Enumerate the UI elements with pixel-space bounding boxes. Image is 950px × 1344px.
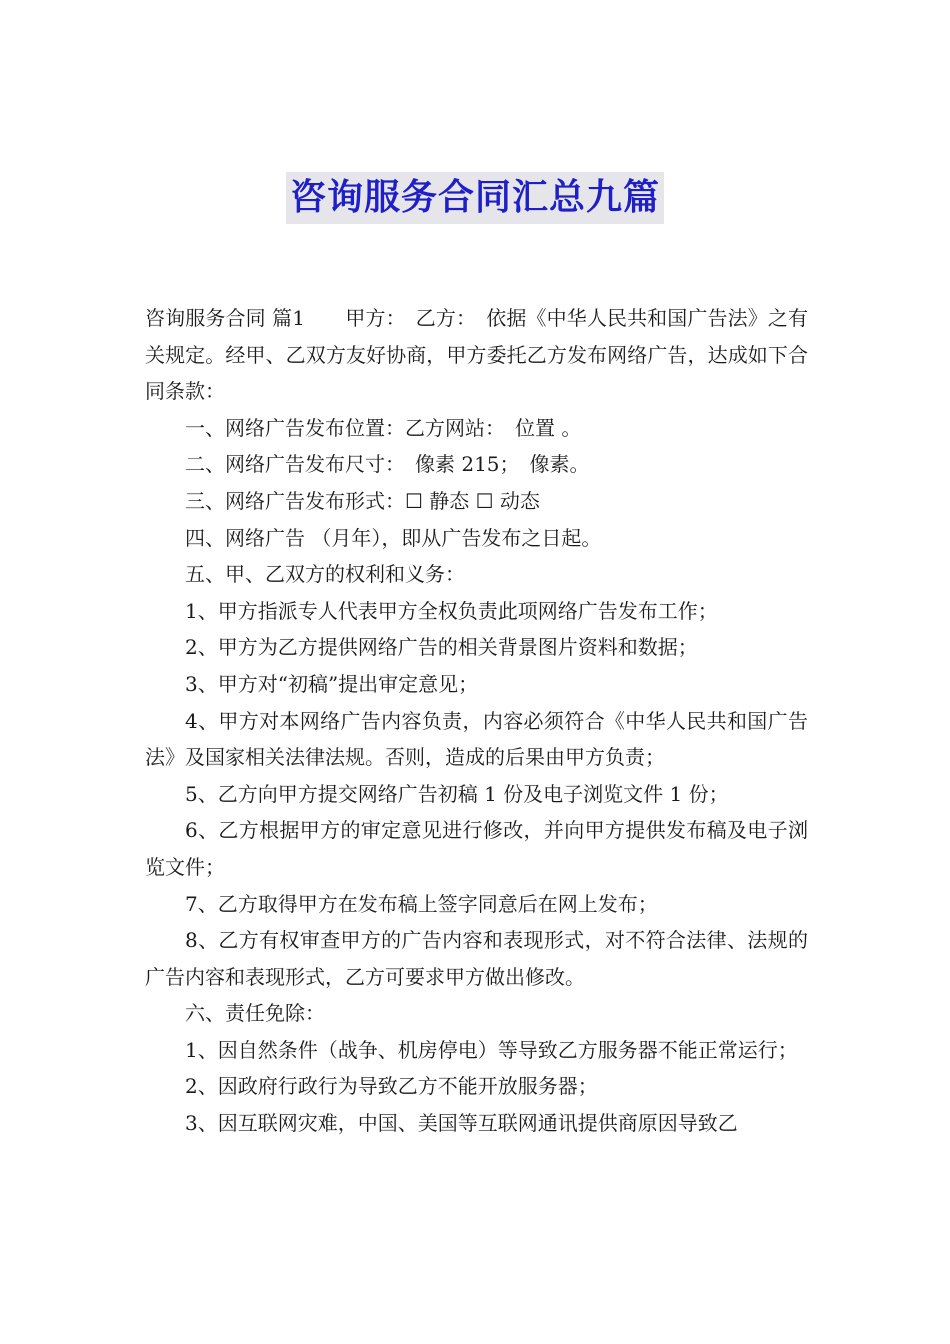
document-body [145, 300, 808, 1142]
paragraph: 二、网络广告发布尺寸： 像素 215； 像素。 [185, 452, 590, 477]
paragraph: 6、乙方根据甲方的审定意见进行修改，并向甲方提供发布稿及电子浏览文件； [145, 818, 808, 879]
paragraph: 4、甲方对本网络广告内容负责，内容必须符合《中华人民共和国广告法》及国家相关法律法规。否则，造成的后果由甲方负责； [145, 708, 808, 770]
paragraph: 7、乙方取得甲方在发布稿上签字同意后在网上发布； [185, 891, 658, 916]
paragraph: 5、乙方向甲方提交网络广告初稿 1 份及电子浏览文件 1 份； [185, 781, 729, 806]
paragraph: 一、网络广告发布位置：乙方网站： 位置 。 [185, 415, 582, 440]
paragraph: 1、因自然条件（战争、机房停电）等导致乙方服务器不能正常运行； [185, 1037, 798, 1062]
title-container [0, 172, 950, 224]
document-title: 咨询服务合同汇总九篇 [286, 172, 664, 224]
paragraph: 五、甲、乙双方的权利和义务： [185, 562, 465, 587]
paragraph: 三、网络广告发布形式：☐ 静态 ☐ 动态 [185, 488, 540, 513]
paragraph: 2、因政府行政行为导致乙方不能开放服务器； [185, 1074, 598, 1099]
paragraph: 3、甲方对“初稿”提出审定意见； [185, 671, 479, 696]
paragraph: 四、网络广告 （月年），即从广告发布之日起。 [185, 525, 602, 550]
paragraph: 1、甲方指派专人代表甲方全权负责此项网络广告发布工作； [185, 598, 718, 623]
paragraph: 2、甲方为乙方提供网络广告的相关背景图片资料和数据； [185, 635, 698, 660]
paragraph: 六、责任免除： [185, 1001, 325, 1026]
paragraph: 3、因互联网灾难，中国、美国等互联网通讯提供商原因导致乙 [185, 1111, 738, 1136]
paragraph: 咨询服务合同 篇1 甲方： 乙方： 依据《中华人民共和国广告法》之有关规定。经甲、乙双方友好协商，甲方委托乙方发布网络广告，达成如下合同条款： [145, 306, 808, 404]
paragraph: 8、乙方有权审查甲方的广告内容和表现形式，对不符合法律、法规的广告内容和表现形式，乙方可要求甲方做出修改。 [145, 928, 808, 989]
